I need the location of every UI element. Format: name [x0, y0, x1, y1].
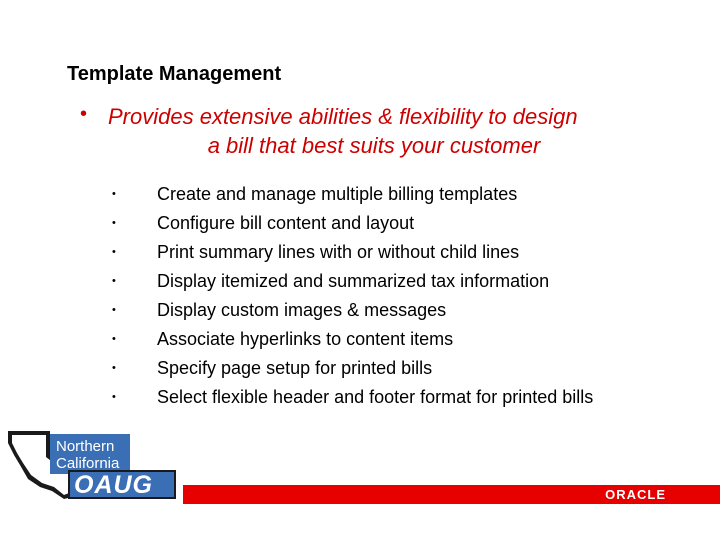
logo-text-california: California	[56, 455, 120, 472]
feature-list-item	[112, 383, 593, 412]
feature-list-item	[112, 325, 593, 354]
feature-list-item	[112, 296, 593, 325]
feature-text: Display itemized and summarized tax information	[157, 271, 550, 291]
feature-text: Print summary lines with or without child lines	[157, 242, 520, 262]
bullet-marker: •	[112, 188, 116, 200]
feature-list-item	[112, 209, 593, 238]
oracle-logo: ORACLE	[605, 487, 666, 502]
lead-text-line1: Provides extensive abilities & flexibility to design	[108, 104, 578, 129]
feature-list	[112, 180, 593, 412]
bullet-marker: •	[112, 362, 116, 374]
slide-title: Template Management	[67, 63, 282, 85]
feature-text: Create and manage multiple billing templates	[157, 184, 518, 204]
footer-bar	[183, 485, 720, 504]
feature-list-item	[112, 354, 593, 383]
northern-california-oaug-logo	[6, 425, 178, 501]
feature-text: Display custom images & messages	[157, 300, 447, 320]
bullet-marker: •	[112, 304, 116, 316]
feature-text: Associate hyperlinks to content items	[157, 329, 454, 349]
feature-text: Configure bill content and layout	[157, 213, 415, 233]
feature-text: Select flexible header and footer format for printed bills	[157, 387, 594, 407]
bullet-marker: •	[112, 333, 116, 345]
bullet-marker: •	[112, 391, 116, 403]
bullet-marker: •	[112, 217, 116, 229]
feature-text: Specify page setup for printed bills	[157, 358, 433, 378]
bullet-marker: •	[112, 246, 116, 258]
feature-list-item	[112, 267, 593, 296]
feature-list-item	[112, 180, 593, 209]
bullet-marker: •	[112, 275, 116, 287]
feature-list-item	[112, 238, 593, 267]
logo-text-northern: Northern	[56, 438, 115, 455]
logo-text-oaug: OAUG	[74, 471, 153, 499]
lead-bullet-marker: •	[80, 103, 88, 125]
lead-text-line2: a bill that best suits your customer	[207, 133, 541, 158]
